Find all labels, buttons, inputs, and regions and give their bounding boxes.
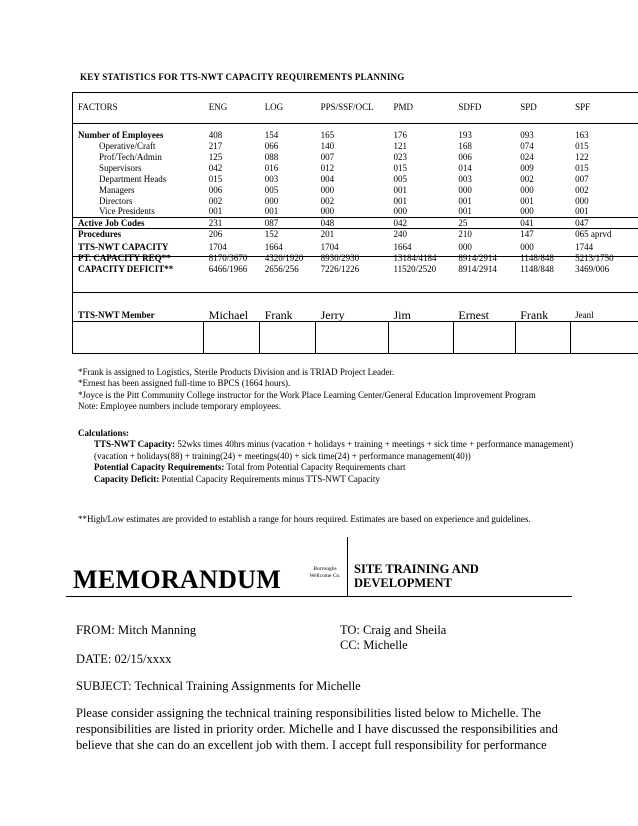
stats-table bbox=[73, 96, 638, 330]
memo-from: FROM: Mitch Manning bbox=[76, 623, 197, 637]
memo-department: SITE TRAINING AND DEVELOPMENT bbox=[354, 562, 479, 590]
calc-potential: Potential Capacity Requirements: Total from Potential Capacity Requirements chart bbox=[94, 462, 406, 473]
table-row: Operative/Craft 217 066 140 121 168 074 015 bbox=[99, 140, 589, 151]
note-line: *Joyce is the Pitt Community College instructor for the Work Place Learning Center/General Education Improvement Program bbox=[78, 389, 536, 400]
calc-capacity: TTS-NWT Capacity: 52wks times 40hrs minus (vacation + holidays + training + meetings + sick time + performance management) bbox=[94, 439, 574, 450]
table-row: Directors 002 000 002 001 001 001 000 bbox=[99, 195, 589, 206]
header-log: LOG bbox=[264, 102, 284, 112]
calc-header: Calculations: bbox=[78, 428, 130, 438]
table-row: Vice Presidents 001 001 000 000 001 000 001 bbox=[99, 206, 589, 217]
memo-title: MEMORANDUM bbox=[73, 565, 282, 594]
table-row: CAPACITY DEFICIT** 6466/1966 2656/256 7226/1226 11520/2520 8914/2914 1148/848 3469/006 bbox=[78, 263, 610, 274]
header-sdfd: SDFD bbox=[458, 102, 482, 112]
table-row: Department Heads 015 003 004 005 003 002 007 bbox=[99, 173, 589, 184]
table-row: TTS-NWT CAPACITY 1704 1664 1704 1664 000 000 1744 bbox=[78, 241, 594, 252]
table-row: PT. CAPACITY REQ** 8170/3670 4320/1920 8930/2930 13184/4184 8914/2914 1148/848 5213/1750 bbox=[78, 252, 614, 263]
table-row: Procedures 206 152 201 240 210 147 065 aprvd bbox=[73, 228, 638, 239]
header-eng: ENG bbox=[208, 102, 228, 112]
memo-body-line: responsibilities are listed in priority order. Michelle and I have discussed the responsibilities and bbox=[76, 722, 558, 736]
note-line: *Ernest has been assigned full-time to BPCS (1664 hours). bbox=[78, 378, 291, 389]
calculations bbox=[78, 428, 573, 485]
memo-header-rule bbox=[66, 596, 572, 597]
table-row: Active Job Codes 231 087 048 042 25 041 047 bbox=[73, 217, 638, 228]
table-row: Supervisors 042 016 012 015 014 009 015 bbox=[99, 162, 589, 173]
member-row: TTS-NWT Member Michael Frank Jerry Jim Ernest Frank Jeanl bbox=[78, 308, 594, 322]
company-name: Burroughs Wellcome Co. bbox=[309, 566, 341, 579]
header-pps: PPS/SSF/OCL bbox=[320, 102, 374, 112]
header-pmd: PMD bbox=[393, 102, 413, 112]
memo-subject: SUBJECT: Technical Training Assignments for Michelle bbox=[76, 679, 361, 693]
table-notes bbox=[78, 367, 638, 412]
header-spf: SPF bbox=[575, 102, 591, 112]
header-factors: FACTORS bbox=[78, 102, 118, 112]
header-spd: SPD bbox=[520, 102, 537, 112]
calc-deficit: Capacity Deficit: Potential Capacity Requirements minus TTS-NWT Capacity bbox=[94, 473, 380, 484]
memo-to: TO: Craig and Sheila bbox=[340, 623, 447, 637]
memo-cc: CC: Michelle bbox=[340, 638, 408, 652]
note-line: *Frank is assigned to Logistics, Sterile Products Division and is TRIAD Project Leader. bbox=[78, 367, 395, 377]
member-row-separators bbox=[72, 321, 638, 354]
stats-header-row bbox=[73, 96, 638, 118]
memo-body-line: Please consider assigning the technical training responsibilities listed below to Michelle. The bbox=[76, 706, 541, 720]
note-line: Note: Employee numbers include temporary employees. bbox=[78, 400, 281, 411]
table-row: Number of Employees 408 154 165 176 193 093 163 bbox=[78, 129, 589, 140]
estimate-footnote: **High/Low estimates are provided to establish a range for hours required. Estimates are based on experience and guidelines. bbox=[78, 514, 531, 524]
memo-body-line: believe that she can do an excellent job with them. I accept full responsibility for performance bbox=[76, 738, 547, 752]
stats-title: KEY STATISTICS FOR TTS-NWT CAPACITY REQUIREMENTS PLANNING bbox=[80, 72, 405, 82]
table-row: Managers 006 005 000 001 000 000 002 bbox=[99, 184, 589, 195]
memo-vertical-divider bbox=[347, 537, 348, 597]
table-row: Prof/Tech/Admin 125 088 007 023 006 024 122 bbox=[99, 151, 589, 162]
memo-body bbox=[76, 705, 558, 753]
calc-capacity-detail: (vacation + holidays(88) + training(24) + meetings(40) + sick time(24) + performance management(40)) bbox=[94, 450, 471, 461]
memo-date: DATE: 02/15/xxxx bbox=[76, 652, 172, 666]
